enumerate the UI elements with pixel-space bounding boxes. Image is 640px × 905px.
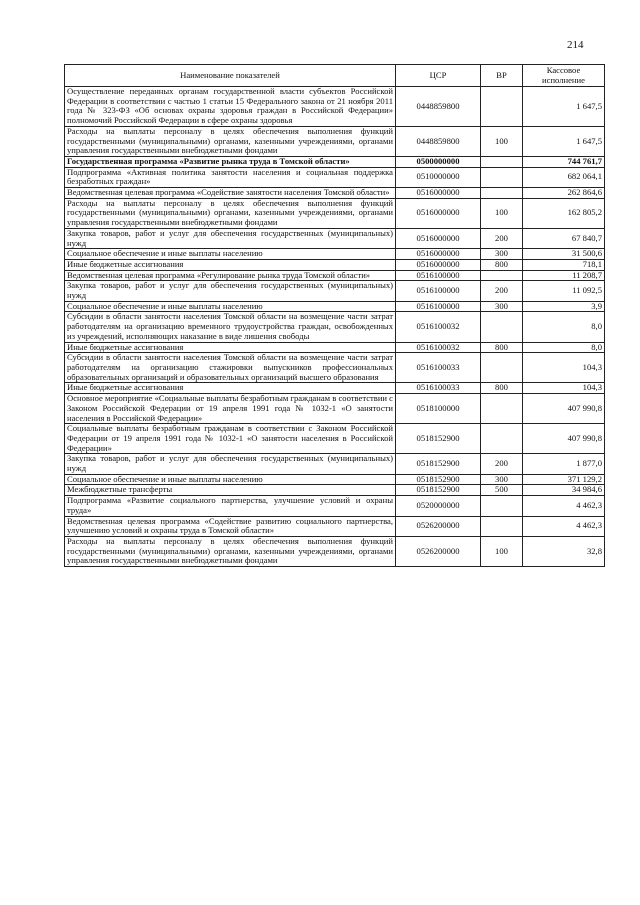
row-amount: 407 990,8 — [523, 394, 605, 424]
header-csr: ЦСР — [396, 65, 481, 87]
row-name: Социальное обеспечение и иные выплаты населению — [65, 249, 396, 260]
row-amount: 162 805,2 — [523, 198, 605, 228]
row-name: Субсидии в области занятости населения Томской области на возмещение части затрат работодателям на организацию стажировки выпускников профессиональных образовательных организаций и образовательных организаций высшего образования — [65, 353, 396, 383]
row-vr: 500 — [481, 485, 523, 496]
row-csr: 0510000000 — [396, 167, 481, 187]
row-amount: 104,3 — [523, 353, 605, 383]
row-vr: 300 — [481, 474, 523, 485]
row-amount: 407 990,8 — [523, 424, 605, 454]
row-vr — [481, 424, 523, 454]
row-name: Закупка товаров, работ и услуг для обеспечения государственных (муниципальных) нужд — [65, 454, 396, 474]
row-name: Расходы на выплаты персоналу в целях обеспечения выполнения функций государственными (муниципальными) органами, казенными учреждениями, органами управления государственными внебюджетными фондами — [65, 198, 396, 228]
row-csr: 0516100032 — [396, 312, 481, 342]
table-row — [65, 516, 605, 536]
table-row — [65, 301, 605, 312]
row-vr — [481, 87, 523, 127]
row-name: Социальные выплаты безработным гражданам в соответствии с Законом Российской Федерации от 19 апреля 1991 года № 1032-1 «О занятости населения в Российской Федерации» — [65, 424, 396, 454]
table-body — [65, 87, 605, 567]
row-name: Социальное обеспечение и иные выплаты населению — [65, 301, 396, 312]
row-vr: 100 — [481, 198, 523, 228]
table-row — [65, 270, 605, 281]
row-vr: 800 — [481, 342, 523, 353]
row-name: Ведомственная целевая программа «Регулирование рынка труда Томской области» — [65, 270, 396, 281]
row-name: Закупка товаров, работ и услуг для обеспечения государственных (муниципальных) нужд — [65, 281, 396, 301]
row-name: Межбюджетные трансферты — [65, 485, 396, 496]
row-amount: 262 864,6 — [523, 188, 605, 199]
row-vr: 200 — [481, 454, 523, 474]
row-name: Расходы на выплаты персоналу в целях обеспечения выполнения функций государственными (муниципальными) органами, казенными учреждениями, органами управления государственными внебюджетными фондами — [65, 126, 396, 156]
row-amount: 682 064,1 — [523, 167, 605, 187]
row-vr — [481, 516, 523, 536]
row-vr: 200 — [481, 228, 523, 248]
table-row — [65, 342, 605, 353]
row-csr: 0518152900 — [396, 474, 481, 485]
row-vr: 300 — [481, 249, 523, 260]
table-row — [65, 312, 605, 342]
row-vr — [481, 270, 523, 281]
row-name: Подпрограмма «Развитие социального партнерства, улучшение условий и охраны труда» — [65, 496, 396, 516]
table-row — [65, 198, 605, 228]
table-row — [65, 228, 605, 248]
row-csr: 0516000000 — [396, 249, 481, 260]
row-amount: 31 500,6 — [523, 249, 605, 260]
row-csr: 0520000000 — [396, 496, 481, 516]
row-name: Подпрограмма «Активная политика занятости населения и социальная поддержка безработных граждан» — [65, 167, 396, 187]
row-csr: 0526200000 — [396, 516, 481, 536]
row-name: Иные бюджетные ассигнования — [65, 383, 396, 394]
page-number: 214 — [567, 39, 584, 51]
row-csr: 0516100033 — [396, 353, 481, 383]
table-row — [65, 281, 605, 301]
budget-table — [64, 64, 605, 567]
row-csr: 0526200000 — [396, 536, 481, 566]
row-amount: 8,0 — [523, 312, 605, 342]
table-row — [65, 188, 605, 199]
row-amount: 11 208,7 — [523, 270, 605, 281]
row-csr: 0516100000 — [396, 301, 481, 312]
table-row — [65, 394, 605, 424]
row-amount: 1 877,0 — [523, 454, 605, 474]
header-amount: Кассовое исполнение — [523, 65, 605, 87]
table-row — [65, 474, 605, 485]
table-row — [65, 259, 605, 270]
table-row — [65, 167, 605, 187]
table-row — [65, 87, 605, 127]
row-vr — [481, 353, 523, 383]
row-vr — [481, 156, 523, 167]
row-csr: 0518152900 — [396, 485, 481, 496]
table-row — [65, 156, 605, 167]
row-amount: 744 761,7 — [523, 156, 605, 167]
header-vr: ВР — [481, 65, 523, 87]
row-vr: 100 — [481, 536, 523, 566]
row-name: Ведомственная целевая программа «Содействие развитию социального партнерства, улучшению условий и охраны труда в Томской области» — [65, 516, 396, 536]
row-csr: 0518100000 — [396, 394, 481, 424]
row-name: Расходы на выплаты персоналу в целях обеспечения выполнения функций государственными (муниципальными) органами, казенными учреждениями, органами управления государственными внебюджетными фондами — [65, 536, 396, 566]
row-amount: 1 647,5 — [523, 87, 605, 127]
table-row — [65, 485, 605, 496]
row-vr: 800 — [481, 259, 523, 270]
row-csr: 0516000000 — [396, 188, 481, 199]
row-name: Государственная программа «Развитие рынка труда в Томской области» — [65, 156, 396, 167]
row-csr: 0516000000 — [396, 259, 481, 270]
table-header-row — [65, 65, 605, 87]
row-csr: 0518152900 — [396, 454, 481, 474]
row-csr: 0516100000 — [396, 281, 481, 301]
row-amount: 104,3 — [523, 383, 605, 394]
row-name: Иные бюджетные ассигнования — [65, 342, 396, 353]
table-row — [65, 536, 605, 566]
header-name: Наименование показателей — [65, 65, 396, 87]
row-csr: 0500000000 — [396, 156, 481, 167]
row-name: Иные бюджетные ассигнования — [65, 259, 396, 270]
row-vr — [481, 188, 523, 199]
row-csr: 0516100000 — [396, 270, 481, 281]
row-vr — [481, 394, 523, 424]
table-row — [65, 496, 605, 516]
row-vr: 300 — [481, 301, 523, 312]
row-name: Основное мероприятие «Социальные выплаты безработным гражданам в соответствии с Законом Российской Федерации от 19 апреля 1991 года № 1032-1 «О занятости населения в Российской Федерации» — [65, 394, 396, 424]
table-row — [65, 249, 605, 260]
row-amount: 8,0 — [523, 342, 605, 353]
row-amount: 32,8 — [523, 536, 605, 566]
table-row — [65, 424, 605, 454]
row-csr: 0518152900 — [396, 424, 481, 454]
row-amount: 4 462,3 — [523, 496, 605, 516]
table-row — [65, 353, 605, 383]
row-name: Социальное обеспечение и иные выплаты населению — [65, 474, 396, 485]
row-name: Осуществление переданных органам государственной власти субъектов Российской Федерации в соответствии с частью 1 статьи 15 Федерального закона от 21 ноября 2011 года № 323-ФЗ «Об основах охраны здоровья граждан в Российской Федерации» полномочий Российской Федерации в сфере охраны здоровья — [65, 87, 396, 127]
row-amount: 4 462,3 — [523, 516, 605, 536]
row-csr: 0448859800 — [396, 87, 481, 127]
row-amount: 718,1 — [523, 259, 605, 270]
row-vr — [481, 312, 523, 342]
row-vr: 800 — [481, 383, 523, 394]
row-vr: 200 — [481, 281, 523, 301]
table-row — [65, 454, 605, 474]
row-vr — [481, 496, 523, 516]
row-csr: 0448859800 — [396, 126, 481, 156]
row-amount: 371 129,2 — [523, 474, 605, 485]
row-amount: 1 647,5 — [523, 126, 605, 156]
row-vr — [481, 167, 523, 187]
row-name: Закупка товаров, работ и услуг для обеспечения государственных (муниципальных) нужд — [65, 228, 396, 248]
row-csr: 0516100033 — [396, 383, 481, 394]
row-name: Субсидии в области занятости населения Томской области на возмещение части затрат работодателям на организацию временного трудоустройства граждан, освобожденных из учреждений, исполняющих наказание в виде лишения свободы — [65, 312, 396, 342]
row-csr: 0516000000 — [396, 228, 481, 248]
row-amount: 3,9 — [523, 301, 605, 312]
row-csr: 0516100032 — [396, 342, 481, 353]
row-vr: 100 — [481, 126, 523, 156]
row-amount: 34 984,6 — [523, 485, 605, 496]
table-row — [65, 383, 605, 394]
table-row — [65, 126, 605, 156]
row-amount: 67 840,7 — [523, 228, 605, 248]
row-name: Ведомственная целевая программа «Содействие занятости населения Томской области» — [65, 188, 396, 199]
row-csr: 0516000000 — [396, 198, 481, 228]
row-amount: 11 092,5 — [523, 281, 605, 301]
